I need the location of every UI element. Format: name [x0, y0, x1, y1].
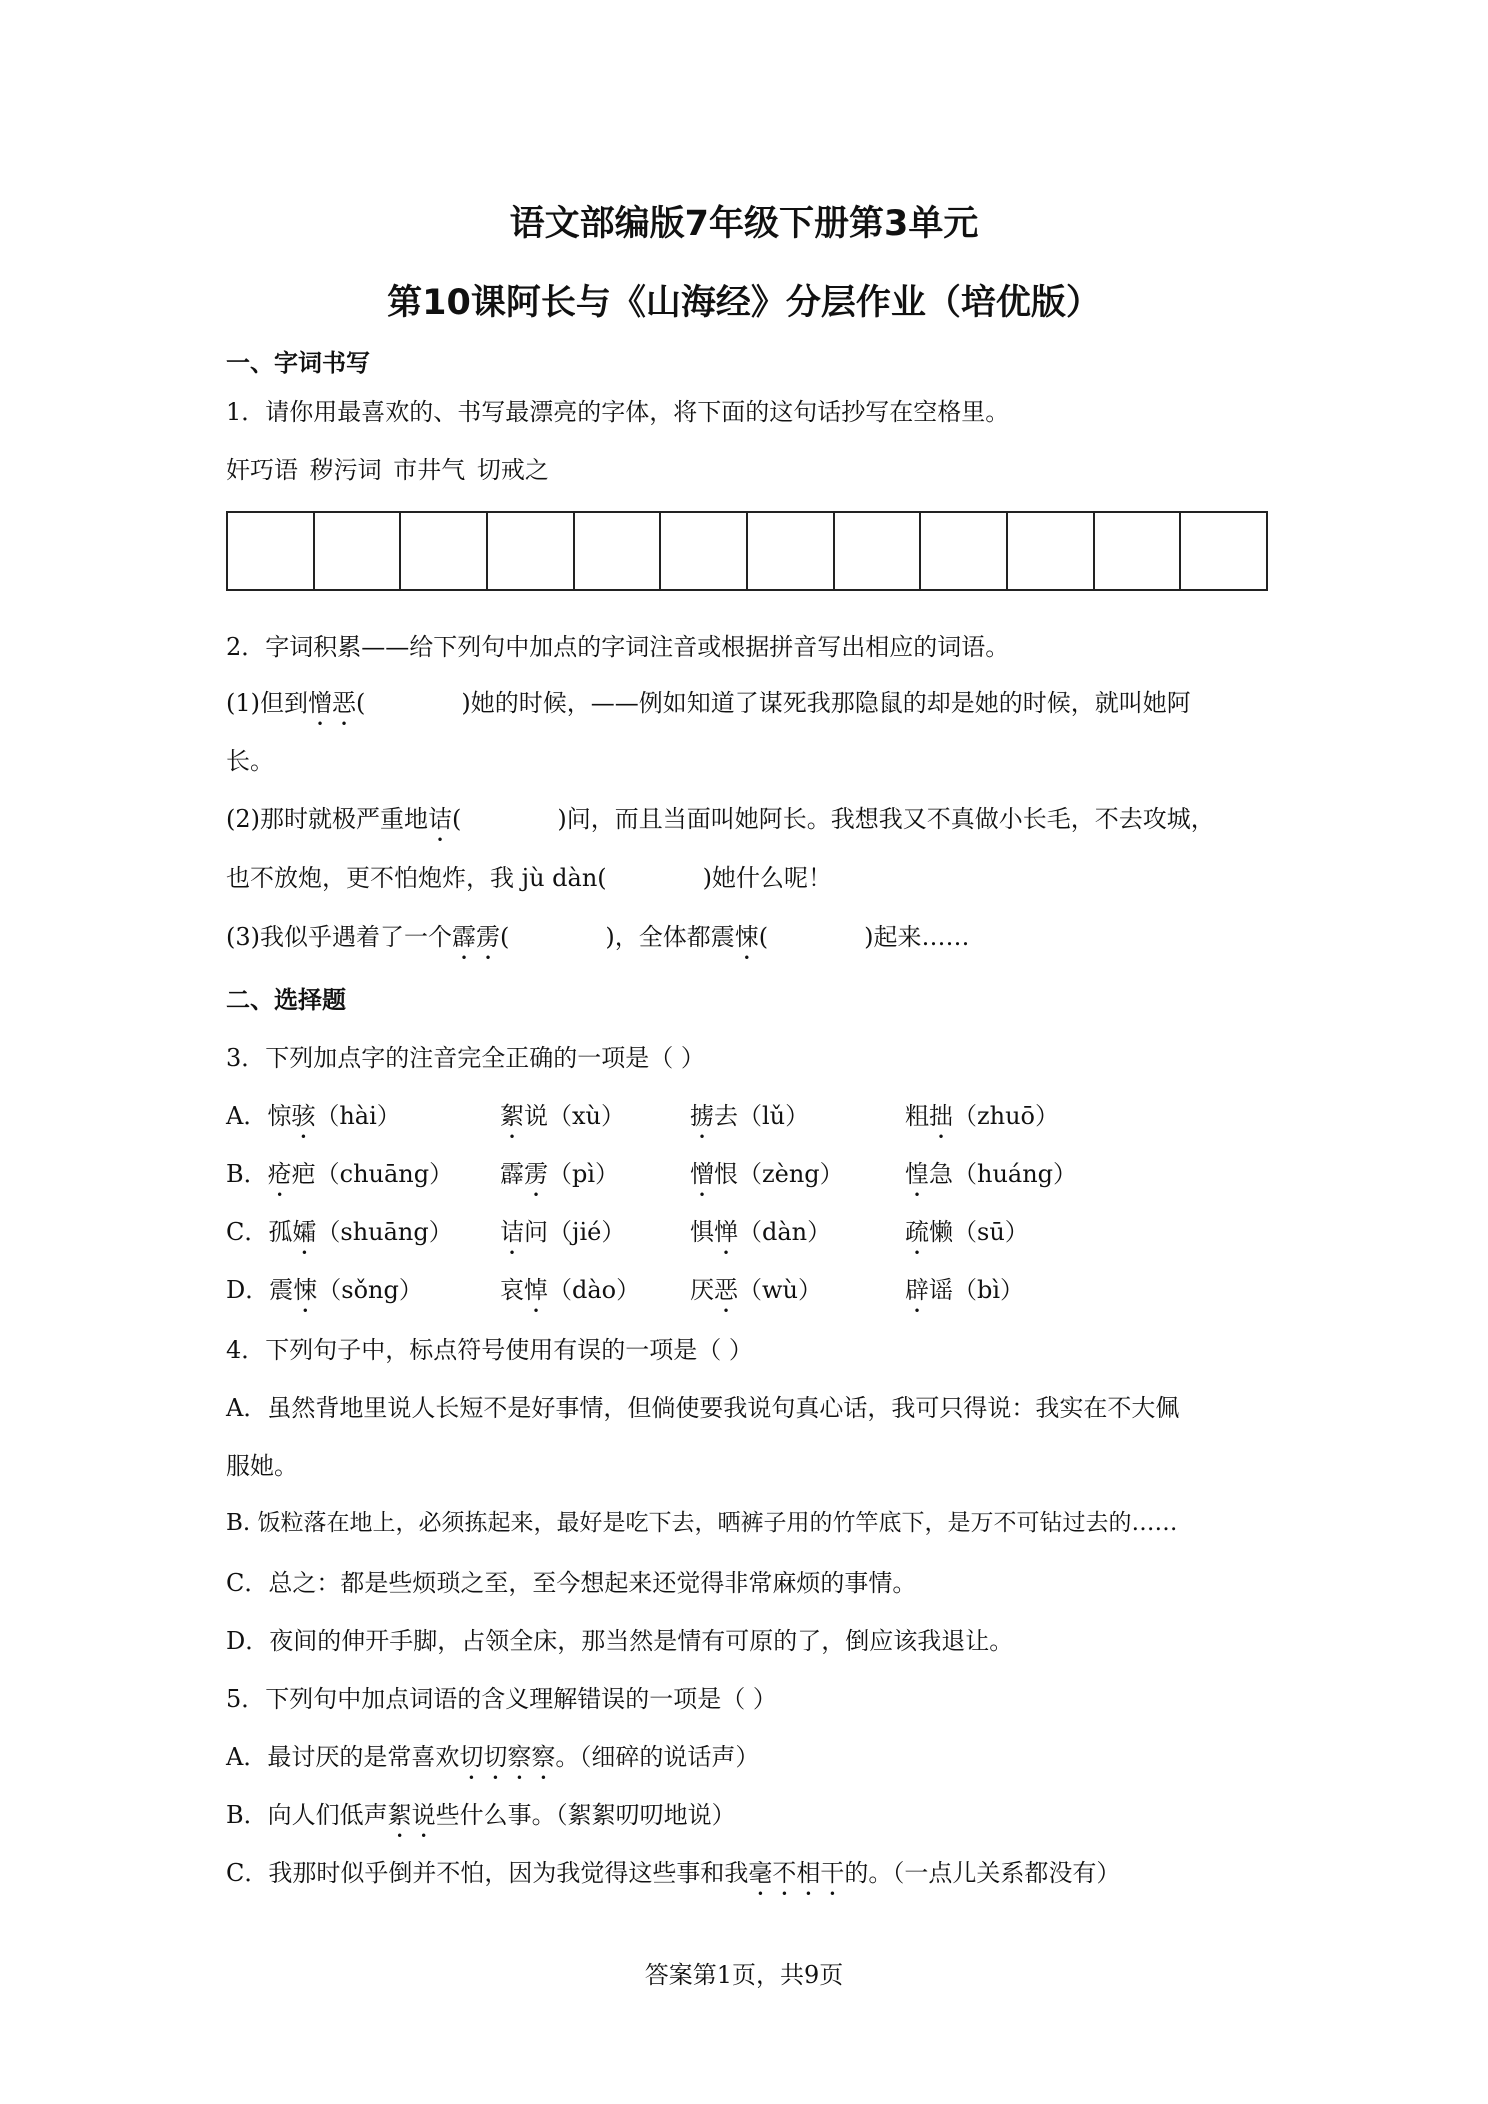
page-title-line1: 语文部编版7年级下册第3单元 [509, 204, 979, 244]
section-heading-vocab: 一、字词书写 [226, 349, 370, 377]
q3-option-item [690, 1270, 822, 1318]
text: 恨（zèng） [714, 1160, 844, 1188]
dotted-word: 悚 [734, 923, 759, 951]
text: 急（huáng） [929, 1160, 1078, 1188]
grid-cell[interactable] [1008, 513, 1095, 589]
grid-cell[interactable] [748, 513, 835, 589]
q3-stem: 3．下列加点字的注音完全正确的一项是（ ） [226, 1044, 705, 1072]
text: 惊 [267, 1102, 292, 1130]
dotted-char: 悼 [524, 1276, 548, 1304]
dotted-word: 诘 [428, 805, 452, 833]
text: 的。（一点儿关系都没有） [844, 1859, 1121, 1887]
paren: ( [758, 923, 769, 951]
q2-sentence-2-cont [226, 858, 832, 893]
dotted-char: 惮 [714, 1218, 738, 1246]
q3-option-item[interactable] [226, 1096, 401, 1144]
grid-cell[interactable] [1181, 513, 1266, 589]
grid-cell[interactable] [488, 513, 575, 589]
grid-cell[interactable] [228, 513, 315, 589]
q3-option-item [500, 1154, 619, 1202]
text: )，全体都震 [605, 923, 735, 951]
q1-words: 奸巧语 秽污词 市井气 切戒之 [226, 456, 549, 484]
q3-option-item [500, 1096, 625, 1144]
page-title-line2: 第10课阿长与《山海经》分层作业（培优版） [387, 283, 1101, 323]
q3-option-item[interactable] [226, 1154, 453, 1202]
dotted-char: 诘 [500, 1218, 524, 1246]
dotted-char: 孀 [292, 1218, 317, 1246]
text: (2)那时就极严重地 [226, 805, 428, 833]
dotted-char: 憎 [690, 1160, 714, 1188]
text: （wù） [738, 1276, 822, 1304]
text: 惧 [690, 1218, 714, 1246]
text: (1)但到 [226, 689, 308, 717]
text: )起来…… [864, 923, 970, 951]
dotted-char: 悚 [293, 1276, 318, 1304]
text: )她什么呢！ [702, 864, 833, 892]
grid-cell[interactable] [575, 513, 662, 589]
text: (3)我似乎遇着了一个 [226, 923, 452, 951]
text: （zhuō） [953, 1102, 1060, 1130]
text: C．我那时似乎倒并不怕，因为我觉得这些事和我 [226, 1859, 749, 1887]
option-label: A． [226, 1102, 268, 1130]
dotted-char: 辟 [905, 1276, 929, 1304]
q4-option-b[interactable]: B. 饭粒落在地上，必须拣起来，最好是吃下去，晒裤子用的竹竿底下，是万不可钻过去的…… [226, 1510, 1178, 1536]
q4-stem: 4．下列句子中，标点符号使用有误的一项是（ ） [226, 1336, 753, 1364]
text: 孤 [268, 1218, 293, 1246]
text: A．最讨厌的是常喜欢 [226, 1743, 460, 1771]
text: 震 [269, 1276, 294, 1304]
dotted-char: 絮 [500, 1102, 524, 1130]
grid-cell[interactable] [315, 513, 402, 589]
q4-option-a[interactable]: A．虽然背地里说人长短不是好事情，但倘使要我说句真心话，我可只得说：我实在不大佩 [226, 1394, 1180, 1422]
text: 谣（bì） [929, 1276, 1025, 1304]
q1-stem: 1．请你用最喜欢的、书写最漂亮的字体，将下面的这句话抄写在空格里。 [226, 398, 1010, 426]
text: （sǒng） [317, 1276, 423, 1304]
text: （pì） [548, 1160, 620, 1188]
dotted-word: 毫不相干 [748, 1859, 845, 1887]
q2-sentence-2 [226, 799, 1215, 847]
dotted-char: 雳 [524, 1160, 548, 1188]
page-footer: 答案第1页，共9页 [644, 1961, 844, 1989]
q3-option-item[interactable] [226, 1270, 423, 1318]
option-label: C． [226, 1218, 269, 1246]
grid-cell[interactable] [661, 513, 748, 589]
dotted-char: 惶 [905, 1160, 929, 1188]
grid-cell[interactable] [835, 513, 922, 589]
text: 些什么事。（絮絮叨叨地说） [435, 1801, 736, 1829]
dotted-char: 疮 [267, 1160, 292, 1188]
q3-option-item [690, 1096, 809, 1144]
dotted-char: 拙 [929, 1102, 953, 1130]
q3-option-item [500, 1270, 640, 1318]
text: 。（细碎的说话声） [555, 1743, 760, 1771]
q3-option-item [905, 1154, 1077, 1202]
paren: ( [452, 805, 462, 833]
q4-option-c[interactable]: C．总之：都是些烦琐之至，至今想起来还觉得非常麻烦的事情。 [226, 1569, 917, 1597]
dotted-word: 絮说 [387, 1801, 436, 1829]
q2-sentence-1-cont: 长。 [226, 747, 274, 775]
text: B．向人们低声 [226, 1801, 388, 1829]
text: （dàn） [738, 1218, 832, 1246]
q5-option-b[interactable] [226, 1795, 736, 1843]
text: 去（lǔ） [714, 1102, 810, 1130]
dotted-char: 恶 [714, 1276, 738, 1304]
section-heading-choice: 二、选择题 [226, 986, 346, 1014]
q3-option-item [905, 1270, 1024, 1318]
text: （hài） [315, 1102, 401, 1130]
dotted-word: 切切察察 [459, 1743, 556, 1771]
text: )她的时候，——例如知道了谋死我那隐鼠的却是她的时候，就叫她阿 [461, 689, 1191, 717]
text: 也不放炮，更不怕炮炸，我 jù dàn( [226, 864, 607, 892]
q5-option-c[interactable] [226, 1853, 1120, 1901]
text: 粗 [905, 1102, 929, 1130]
q4-option-a-cont: 服她。 [226, 1452, 298, 1480]
q2-stem: 2．字词积累——给下列句中加点的字词注音或根据拼音写出相应的词语。 [226, 633, 1010, 661]
q5-option-a[interactable] [226, 1737, 759, 1785]
q3-option-item [905, 1212, 1029, 1260]
text: 懒（sū） [929, 1218, 1029, 1246]
text: 霹 [500, 1160, 524, 1188]
paren: ( [356, 689, 366, 717]
grid-cell[interactable] [921, 513, 1008, 589]
grid-cell[interactable] [1095, 513, 1182, 589]
text: （dào） [548, 1276, 641, 1304]
paren: ( [500, 923, 510, 951]
q3-option-item [690, 1212, 831, 1260]
q5-stem: 5．下列句中加点词语的含义理解错误的一项是（ ） [226, 1685, 777, 1713]
q4-option-d[interactable]: D．夜间的伸开手脚，占领全床，那当然是情有可原的了，倒应该我退让。 [226, 1627, 1014, 1655]
option-label: D． [226, 1276, 270, 1304]
option-label: B． [226, 1160, 268, 1188]
q3-option-item[interactable] [226, 1212, 453, 1260]
grid-cell[interactable] [401, 513, 488, 589]
q2-sentence-1 [226, 683, 1191, 731]
dotted-char: 疏 [905, 1218, 929, 1246]
q3-option-item [690, 1154, 844, 1202]
q2-sentence-3 [226, 917, 970, 965]
text: 说（xù） [524, 1102, 625, 1130]
text: 哀 [500, 1276, 524, 1304]
q3-option-item [905, 1096, 1059, 1144]
text: 厌 [690, 1276, 714, 1304]
text: （shuāng） [316, 1218, 453, 1246]
q3-option-item [500, 1212, 625, 1260]
writing-grid[interactable] [226, 511, 1268, 591]
dotted-word: 霹雳 [452, 923, 500, 951]
text: 问（jié） [524, 1218, 626, 1246]
dotted-char: 掳 [690, 1102, 714, 1130]
dotted-word: 憎恶 [308, 689, 356, 717]
dotted-char: 骇 [291, 1102, 316, 1130]
text: )问，而且当面叫她阿长。我想我又不真做小长毛，不去攻城， [557, 805, 1215, 833]
text: 疤（chuāng） [291, 1160, 454, 1188]
